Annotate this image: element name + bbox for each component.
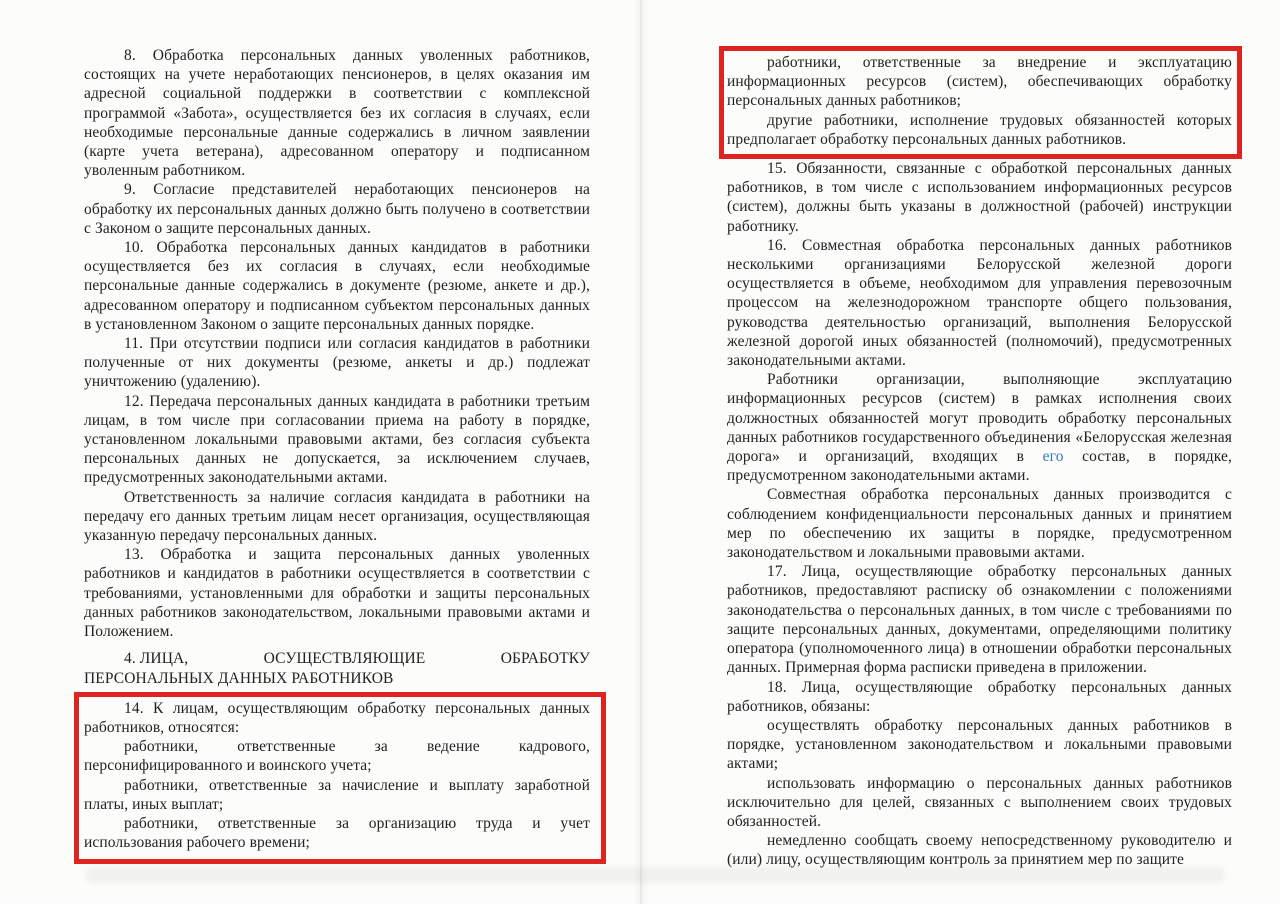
paragraph-15: 15. Обязанности, связанные с обработкой персональных данных работников, в том числе с использованием информационных ресурсов (систем), должны быть указаны в должностной (рабочей) инструкции работнику.: [727, 160, 1232, 235]
paragraph-14-item-1: работники, ответственные за ведение кадрового, персонифицированного и воинского учета;: [84, 738, 590, 775]
paragraph-14-item-5: другие работники, исполнение трудовых обязанностей которых предполагает обработку персональных данных работников.: [727, 111, 1232, 148]
paragraph-18-item-2: использовать информацию о персональных данных работников исключительно для целей, связанных с выполнением своих трудовых обязанностей.: [727, 774, 1232, 830]
paragraph-9: 9. Согласие представителей неработающих пенсионеров на обработку их персональных данных должно быть получено в соответствии с Законом о защите персональных данных.: [84, 181, 590, 237]
heading-word-2: ОБРАБОТКУ: [500, 650, 590, 668]
highlight-box-paragraph-14: [74, 692, 606, 865]
ego-hyperlink[interactable]: его: [1042, 448, 1064, 466]
section-4-heading: [84, 649, 590, 687]
paragraph-18-item-3: немедленно сообщать своему непосредственному руководителю и (или) лицу, осуществляющим контроль за принятием мер по защите: [727, 832, 1232, 869]
paragraph-16-text-after-link: состав, в порядке, предусмотренном законодательными актами.: [727, 448, 1232, 485]
paragraph-18: 18. Лица, осуществляющие обработку персональных данных работников, обязаны:: [727, 678, 1232, 715]
section-4-heading-line2: ПЕРСОНАЛЬНЫХ ДАННЫХ РАБОТНИКОВ: [84, 669, 394, 687]
paragraph-16-continuation-1: [727, 370, 1232, 485]
paragraph-16-continuation-2: Совместная обработка персональных данных производится с соблюдением конфиденциальности персональных данных и принятием мер по обеспечению их защиты в порядке, предусмотренном законодательством и локальными правовыми актами.: [727, 486, 1232, 562]
paragraph-11: 11. При отсутствии подписи или согласия кандидатов в работники полученные от них документы (резюме, анкеты и др.) подлежат уничтожению (удалению).: [84, 335, 590, 391]
paragraph-13: 13. Обработка и защита персональных данных уволенных работников и кандидатов в работники осуществляется в соответствии с требованиями, установленными для обработки и защиты персональных данных работников законодательством, локальными правовыми актами и Положением.: [84, 546, 590, 641]
paragraph-14-item-2: работники, ответственные за начисление и выплату заработной платы, иных выплат;: [84, 776, 590, 813]
heading-number: 4. ЛИЦА,: [124, 650, 189, 668]
paragraph-18-item-1: осуществлять обработку персональных данных работников в порядке, установленном законодательством и локальными правовыми актами;: [727, 716, 1232, 773]
page-right: [727, 0, 1232, 870]
paragraph-12-continuation: Ответственность за наличие согласия кандидата в работники на передачу его данных третьим лицам несет организация, осуществляющая указанную передачу персональных данных.: [84, 488, 590, 545]
paragraph-14: 14. К лицам, осуществляющим обработку персональных данных работников, относятся:: [84, 699, 590, 736]
paragraph-16-text-before-link: Работники организации, выполняющие эксплуатацию информационных ресурсов (систем) в рамках исполнения своих должностных обязанностей могут проводить обработку персональных данных работников государственного объединения «Белорусская железная дорога» и организаций, входящих в: [727, 371, 1232, 466]
paragraph-16: 16. Совместная обработка персональных данных работников несколькими организациями Белорусской железной дороги осуществляется в объеме, необходимом для управления перевозочным процессом на железнодорожном транспорте общего пользования, руководства деятельностью организаций, выполнения Белорусской железной дорогой иных обязанностей (полномочий), предусмотренных законодательными актами.: [727, 236, 1232, 370]
paragraph-14-item-3: работники, ответственные за организацию труда и учет использования рабочего времени;: [84, 814, 590, 852]
highlight-box-paragraph-14-continuation: [719, 46, 1242, 159]
paragraph-12: 12. Передача персональных данных кандидата в работники третьим лицам, в том числе при согласовании приема на работу в порядке, установленном локальными правовыми актами, без согласия субъекта персональных данных не допускается, за исключением случаев, предусмотренных законодательными актами.: [84, 392, 590, 487]
section-4-heading-line1: [84, 649, 590, 668]
page-left: [84, 0, 590, 864]
heading-word-1: ОСУЩЕСТВЛЯЮЩИЕ: [263, 650, 426, 668]
paragraph-10: 10. Обработка персональных данных кандидатов в работники осуществляется без их согласия в случаях, если необходимые персональные данные содержались в документе (резюме, анкете и др.), адресованном оператору и подписанном субъектом персональных данных в установленном Законом о защите персональных данных порядке.: [84, 239, 590, 333]
paragraph-14-item-4: работники, ответственные за внедрение и эксплуатацию информационных ресурсов (систем), обеспечивающих обработку персональных данных работников;: [727, 54, 1232, 110]
paragraph-17: 17. Лица, осуществляющие обработку персональных данных работников, предоставляют расписку об ознакомлении с положениями законодательства о персональных данных, в том числе с требованиями по защите персональных данных, документами, определяющими политику оператора (уполномоченного лица) в отношении обработки персональных данных. Примерная форма расписки приведена в приложении.: [727, 563, 1232, 677]
page-fold: [640, 0, 642, 904]
paragraph-8: 8. Обработка персональных данных уволенных работников, состоящих на учете неработающих пенсионеров, в целях оказания им адресной социальной поддержки в соответствии с комплексной программой «Забота», осуществляется без их согласия в случаях, если необходимые персональные данные содержались в личном заявлении (карте учета ветерана), адресованном оператору и подписанном уволенным работником.: [84, 47, 590, 180]
